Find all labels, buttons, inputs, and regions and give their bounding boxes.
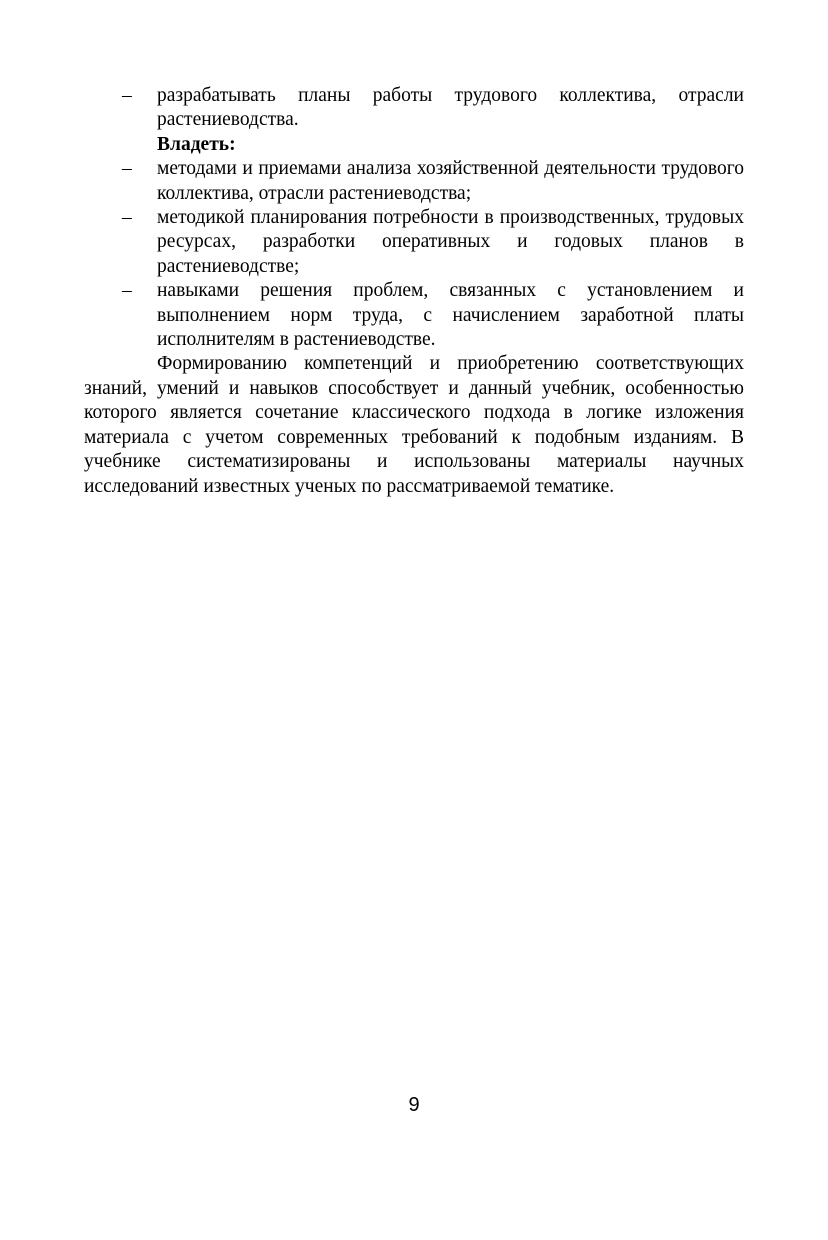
list-dash: – — [122, 158, 132, 180]
list-dash: – — [122, 280, 132, 302]
skills-list — [84, 84, 744, 133]
page-number: 9 — [408, 1094, 420, 1116]
list-dash: – — [122, 207, 132, 229]
body-paragraph: Формированию компетенций и приобретению соответствующих знаний, умений и навыков способствует и данный учебник, особенностью которого является сочетание классического подхода в логике изложения материала с учетом современных требований к подобным изданиям. В учебнике систематизированы и использованы материалы научных исследований известных ученых по рассматриваемой тематике. — [84, 353, 744, 497]
list-item-text: методами и приемами анализа хозяйственной деятельности трудового коллектива, отрасли растениеводства; — [157, 158, 744, 204]
list-item — [84, 157, 744, 206]
list-item — [84, 84, 744, 133]
list-item — [84, 206, 744, 279]
list-dash: – — [122, 85, 132, 106]
list-item-text: методикой планирования потребности в производственных, трудовых ресурсах, разработки оперативных и годовых планов в растениеводстве; — [157, 207, 744, 277]
page-body — [84, 84, 744, 499]
list-item — [84, 279, 744, 352]
possess-list — [84, 157, 744, 352]
list-item-text: навыками решения проблем, связанных с установлением и выполнением норм труда, с начислением заработной платы исполнителям в растениеводстве. — [157, 280, 744, 351]
list-item-text: разрабатывать планы работы трудового коллектива, отрасли растениеводства. — [157, 85, 744, 131]
possess-heading: Владеть: — [157, 133, 236, 155]
